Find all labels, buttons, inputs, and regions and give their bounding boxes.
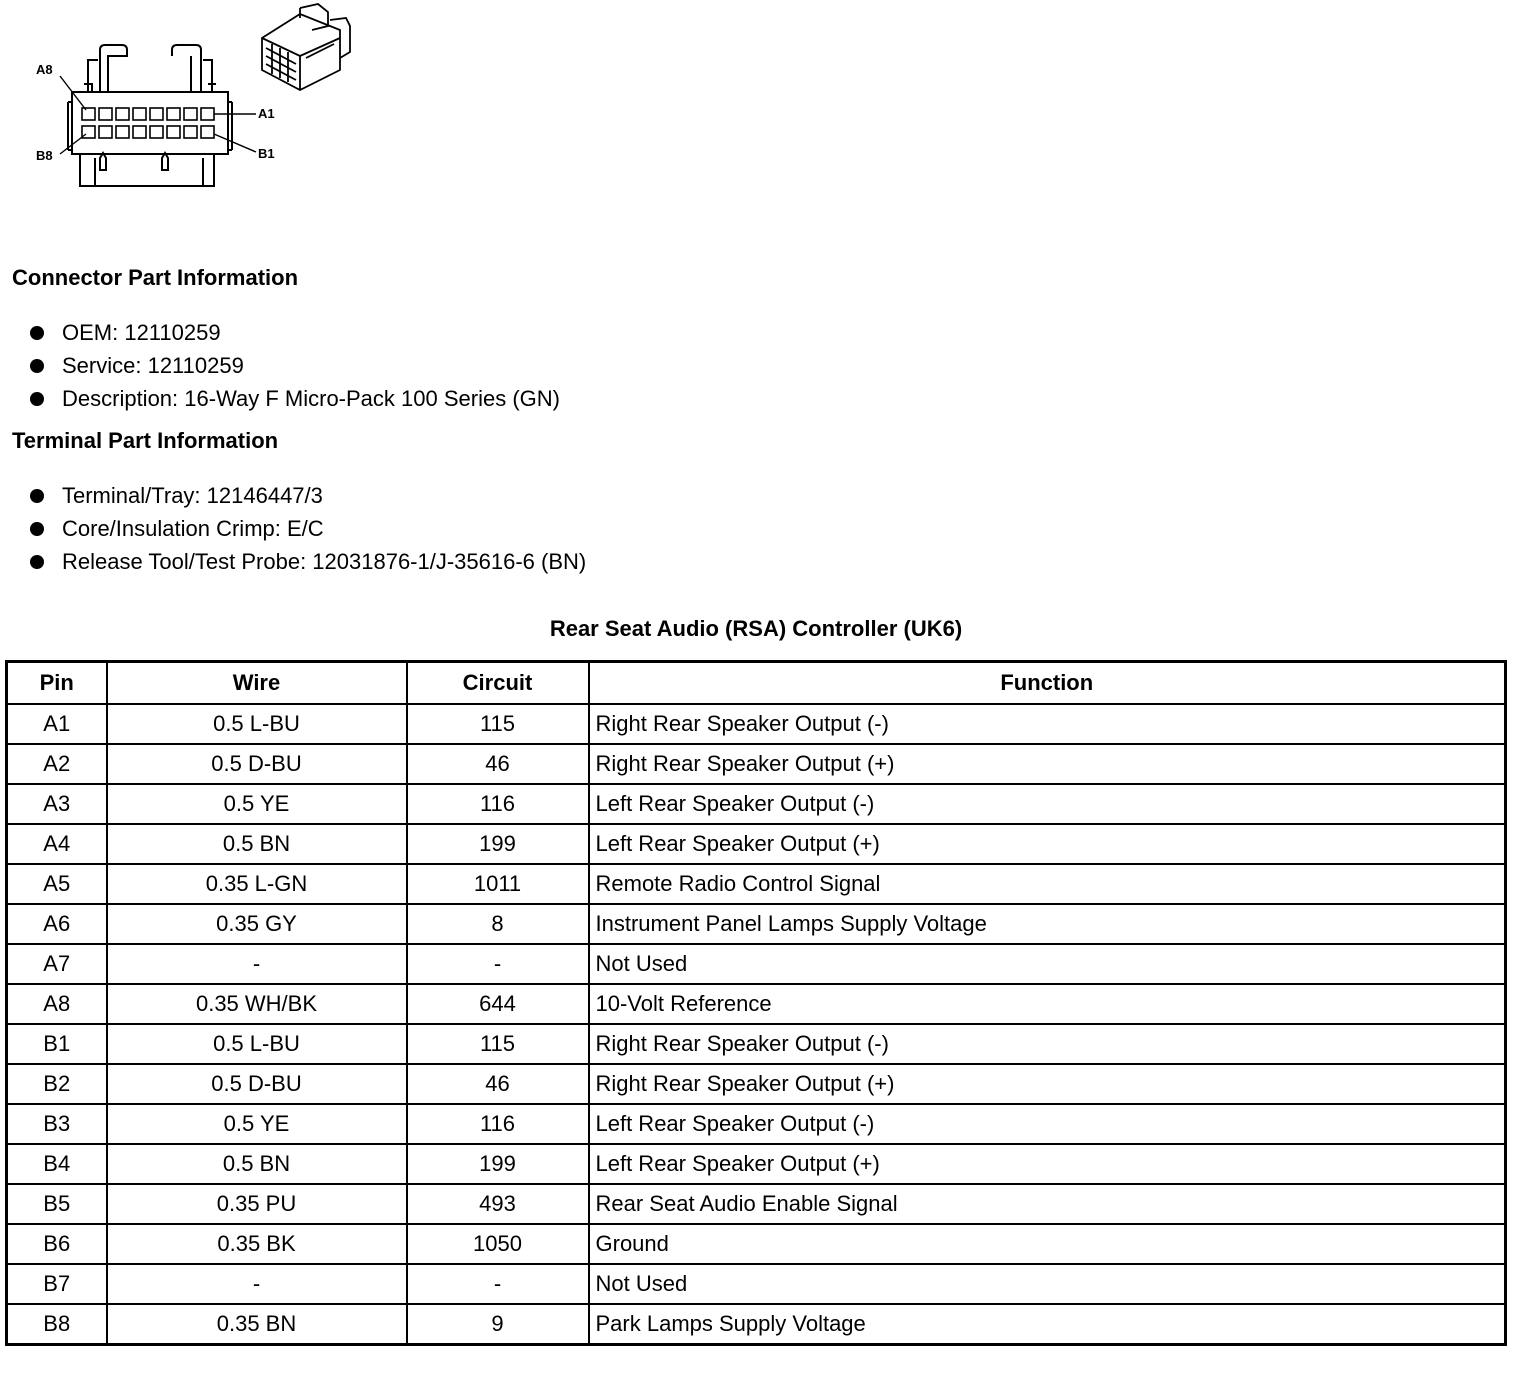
cell-circuit: 9 [407,1304,589,1345]
cell-pin: A7 [7,944,107,984]
cell-function: Right Rear Speaker Output (+) [589,744,1506,784]
cell-wire: 0.35 BK [107,1224,407,1264]
cell-circuit: 116 [407,1104,589,1144]
header-circuit: Circuit [407,662,589,705]
cell-circuit: - [407,1264,589,1304]
cell-function: Park Lamps Supply Voltage [589,1304,1506,1345]
cell-circuit: - [407,944,589,984]
cell-function: Right Rear Speaker Output (+) [589,1064,1506,1104]
bullet-icon [30,326,44,340]
table-row [7,904,1506,944]
cell-pin: B7 [7,1264,107,1304]
list-item [30,316,560,349]
cell-function: Rear Seat Audio Enable Signal [589,1184,1506,1224]
list-item [30,479,586,512]
cell-pin: B8 [7,1304,107,1345]
cell-wire: 0.5 D-BU [107,744,407,784]
table-row [7,784,1506,824]
cell-pin: A8 [7,984,107,1024]
cell-wire: 0.35 L-GN [107,864,407,904]
cell-pin: B6 [7,1224,107,1264]
cell-function: Instrument Panel Lamps Supply Voltage [589,904,1506,944]
cell-circuit: 115 [407,1024,589,1064]
list-item [30,512,586,545]
connector-face-drawing [0,0,400,210]
cell-pin: A1 [7,704,107,744]
cell-circuit: 1050 [407,1224,589,1264]
cell-wire: 0.5 L-BU [107,704,407,744]
table-row [7,984,1506,1024]
header-pin: Pin [7,662,107,705]
cell-circuit: 199 [407,1144,589,1184]
cell-pin: B1 [7,1024,107,1064]
table-row [7,744,1506,784]
table-row [7,1264,1506,1304]
cell-wire: 0.5 YE [107,1104,407,1144]
connector-service: Service: 12110259 [62,353,244,378]
terminal-info-title: Terminal Part Information [12,428,279,453]
cell-pin: B3 [7,1104,107,1144]
cell-function: Remote Radio Control Signal [589,864,1506,904]
cell-wire: 0.5 D-BU [107,1064,407,1104]
cell-wire: 0.35 PU [107,1184,407,1224]
cell-wire: 0.35 GY [107,904,407,944]
table-body [7,704,1506,1345]
cell-pin: A6 [7,904,107,944]
terminal-release-tool: Release Tool/Test Probe: 12031876-1/J-35616-6 (BN) [62,549,587,574]
cell-wire: 0.5 YE [107,784,407,824]
cell-function: Ground [589,1224,1506,1264]
table-row [7,1064,1506,1104]
bullet-icon [30,555,44,569]
table-row [7,1024,1506,1064]
table-row [7,824,1506,864]
cell-function: Left Rear Speaker Output (-) [589,784,1506,824]
cell-circuit: 116 [407,784,589,824]
label-b8: B8 [36,148,53,163]
list-item [30,382,560,415]
cell-circuit: 493 [407,1184,589,1224]
table-row [7,1144,1506,1184]
cell-function: Left Rear Speaker Output (-) [589,1104,1506,1144]
bullet-icon [30,392,44,406]
cell-function: Not Used [589,944,1506,984]
cell-function: Left Rear Speaker Output (+) [589,1144,1506,1184]
list-item [30,349,560,382]
cell-pin: B5 [7,1184,107,1224]
bullet-icon [30,489,44,503]
cell-wire: 0.5 BN [107,1144,407,1184]
label-a1: A1 [258,106,275,121]
connector-oem: OEM: 12110259 [62,320,221,345]
connector-info-title: Connector Part Information [12,265,299,290]
table-header-row [7,662,1506,705]
header-function: Function [589,662,1506,705]
connector-description: Description: 16-Way F Micro-Pack 100 Series (GN) [62,386,560,411]
cell-pin: A5 [7,864,107,904]
terminal-info-list [30,479,586,578]
terminal-tray: Terminal/Tray: 12146447/3 [62,483,323,508]
cell-function: Right Rear Speaker Output (-) [589,704,1506,744]
label-a8: A8 [36,62,53,77]
cell-function: Not Used [589,1264,1506,1304]
cell-circuit: 644 [407,984,589,1024]
cell-circuit: 1011 [407,864,589,904]
table-row [7,1224,1506,1264]
cell-circuit: 46 [407,1064,589,1104]
cell-pin: B4 [7,1144,107,1184]
terminal-crimp: Core/Insulation Crimp: E/C [62,516,324,541]
bullet-icon [30,522,44,536]
table-row [7,1104,1506,1144]
cell-wire: - [107,1264,407,1304]
pin-cavities [82,108,214,138]
connector-diagram [0,0,400,210]
cell-wire: 0.35 WH/BK [107,984,407,1024]
cell-function: Right Rear Speaker Output (-) [589,1024,1506,1064]
cell-pin: A3 [7,784,107,824]
bullet-icon [30,359,44,373]
cell-circuit: 199 [407,824,589,864]
label-b1: B1 [258,146,275,161]
cell-wire: 0.5 BN [107,824,407,864]
cell-wire: 0.35 BN [107,1304,407,1345]
header-wire: Wire [107,662,407,705]
cell-circuit: 8 [407,904,589,944]
connector-info-list [30,316,560,415]
table-row [7,704,1506,744]
cell-pin: A2 [7,744,107,784]
cell-wire: 0.5 L-BU [107,1024,407,1064]
table-row [7,944,1506,984]
cell-pin: B2 [7,1064,107,1104]
cell-circuit: 46 [407,744,589,784]
cell-circuit: 115 [407,704,589,744]
table-title: Rear Seat Audio (RSA) Controller (UK6) [549,616,963,641]
table-row [7,1184,1506,1224]
table-row [7,864,1506,904]
connector-iso-drawing [262,4,350,90]
cell-function: 10-Volt Reference [589,984,1506,1024]
pinout-table [5,660,1507,1346]
list-item [30,545,586,578]
cell-function: Left Rear Speaker Output (+) [589,824,1506,864]
cell-wire: - [107,944,407,984]
table-row [7,1304,1506,1345]
cell-pin: A4 [7,824,107,864]
